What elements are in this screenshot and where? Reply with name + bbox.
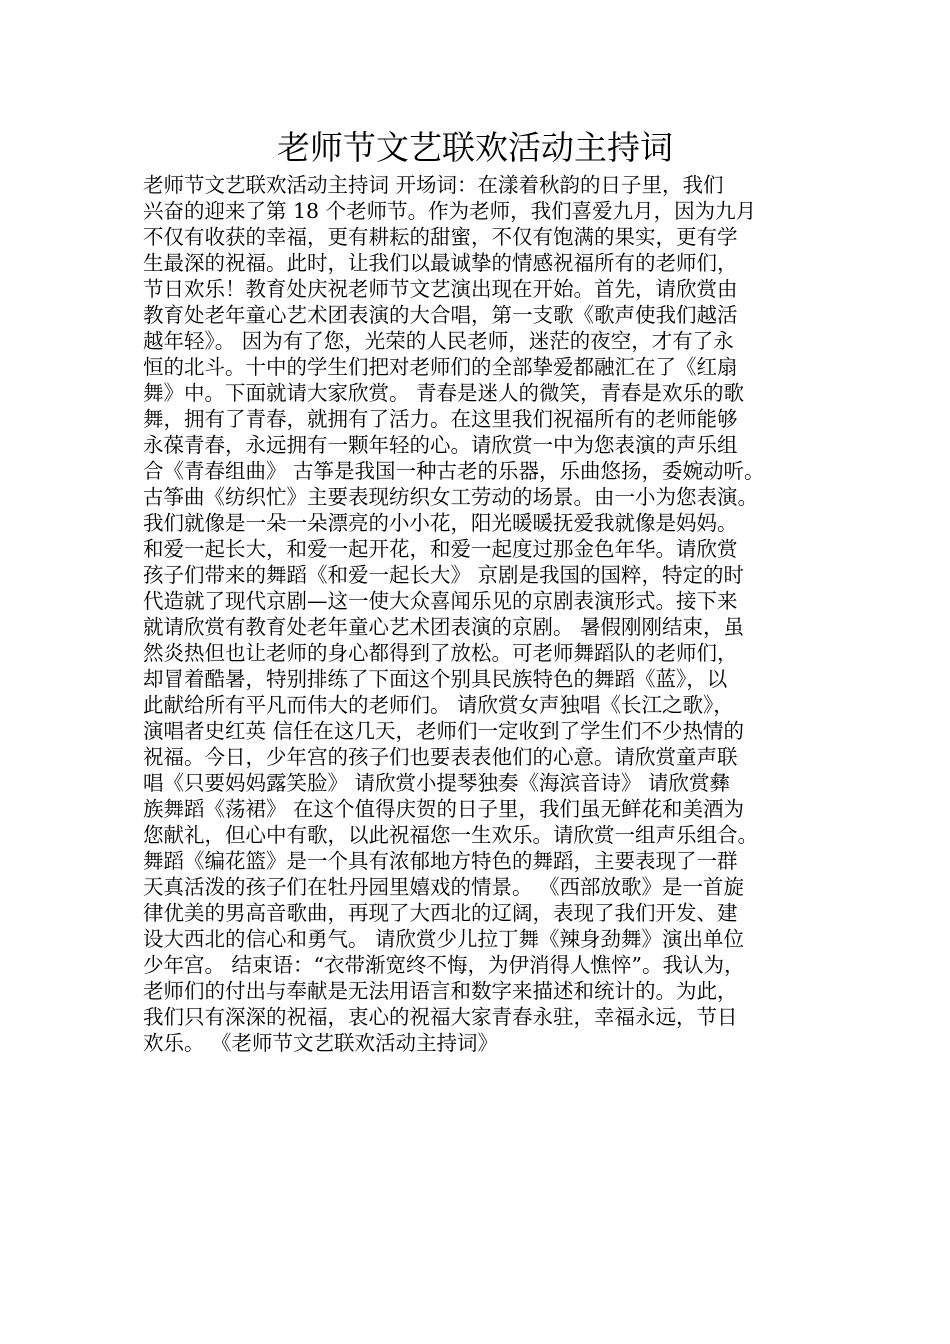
body-line: 合《青春组曲》 古筝是我国一种古老的乐器，乐曲悠扬，委婉动听。: [143, 459, 765, 483]
body-line: 祝福。今日，少年宫的孩子们也要表表他们的心意。请欣赏童声联: [143, 745, 738, 769]
body-line: 越年轻》。 因为有了您，光荣的人民老师，迷茫的夜空，才有了永: [143, 329, 734, 353]
body-line: 舞蹈《编花篮》是一个具有浓郁地方特色的舞蹈，主要表现了一群: [143, 849, 738, 873]
body-line: 孩子们带来的舞蹈《和爱一起长大》 京剧是我国的国粹，特定的时: [143, 563, 745, 587]
body-line: 天真活泼的孩子们在牡丹园里嬉戏的情景。 《西部放歌》是一首旋: [143, 875, 745, 899]
document-title: 老师节文艺联欢活动主持词: [277, 128, 673, 167]
body-line: 生最深的祝福。此时，让我们以最诚挚的情感祝福所有的老师们，: [143, 251, 738, 275]
body-line: 和爱一起长大，和爱一起开花，和爱一起度过那金色年华。请欣赏: [143, 537, 738, 561]
body-line: 古筝曲《纺织忙》主要表现纺织女工劳动的场景。由一小为您表演。: [143, 485, 758, 509]
body-line: 演唱者史红英 信任在这几天，老师们一定收到了学生们不少热情的: [143, 719, 745, 743]
body-line: 我们只有深深的祝福，衷心的祝福大家青春永驻，幸福永远，节日: [143, 1005, 738, 1029]
body-line: 律优美的男高音歌曲，再现了大西北的辽阔，表现了我们开发、建: [143, 901, 738, 925]
body-line: 节日欢乐！教育处庆祝老师节文艺演出现在开始。首先，请欣赏由: [143, 277, 738, 301]
body-line: 少年宫。 结束语：“衣带渐宽终不悔，为伊消得人憔悴”。我认为，: [143, 953, 745, 977]
body-line: 恒的北斗。十中的学生们把对老师们的全部挚爱都融汇在了《红扇: [143, 355, 738, 379]
body-line: 不仅有收获的幸福，更有耕耘的甜蜜，不仅有饱满的果实，更有学: [143, 225, 738, 249]
body-line: 就请欣赏有教育处老年童心艺术团表演的京剧。 暑假刚刚结束，虽: [143, 615, 745, 639]
body-line: 设大西北的信心和勇气。 请欣赏少儿拉丁舞《辣身劲舞》演出单位: [143, 927, 745, 951]
body-line: 我们就像是一朵一朵漂亮的小小花，阳光暖暖抚爱我就像是妈妈。: [143, 511, 738, 535]
body-line: 族舞蹈《荡裙》 在这个值得庆贺的日子里，我们虽无鲜花和美酒为: [143, 797, 745, 821]
body-line: 唱《只要妈妈露笑脸》 请欣赏小提琴独奏《海滨音诗》 请欣赏彝: [143, 771, 731, 795]
body-line: 舞，拥有了青春，就拥有了活力。在这里我们祝福所有的老师能够: [143, 407, 738, 431]
body-line: 老师们的付出与奉献是无法用语言和数字来描述和统计的。为此，: [143, 979, 738, 1003]
body-line: 代造就了现代京剧—这一使大众喜闻乐见的京剧表演形式。接下来: [143, 589, 738, 613]
body-line: 老师节文艺联欢活动主持词 开场词：在漾着秋韵的日子里，我们: [143, 173, 724, 197]
body-line: 欢乐。 《老师节文艺联欢活动主持词》: [143, 1031, 499, 1055]
body-line: 此献给所有平凡而伟大的老师们。 请欣赏女声独唱《长江之歌》，: [143, 693, 734, 717]
body-line: 却冒着酷暑，特别排练了下面这个别具民族特色的舞蹈《蓝》，以: [143, 667, 728, 691]
body-line: 永葆青春，永远拥有一颗年轻的心。请欣赏一中为您表演的声乐组: [143, 433, 738, 457]
body-line: 教育处老年童心艺术团表演的大合唱，第一支歌《歌声使我们越活: [143, 303, 738, 327]
body-line: 您献礼，但心中有歌，以此祝福您一生欢乐。请欣赏一组声乐组合。: [143, 823, 758, 847]
body-line: 然炎热但也让老师的身心都得到了放松。可老师舞蹈队的老师们，: [143, 641, 738, 665]
document-body: [143, 172, 823, 1056]
body-line: 兴奋的迎来了第 18 个老师节。作为老师，我们喜爱九月，因为九月: [143, 199, 757, 223]
body-line: 舞》中。下面就请大家欣赏。 青春是迷人的微笑，青春是欢乐的歌: [143, 381, 745, 405]
